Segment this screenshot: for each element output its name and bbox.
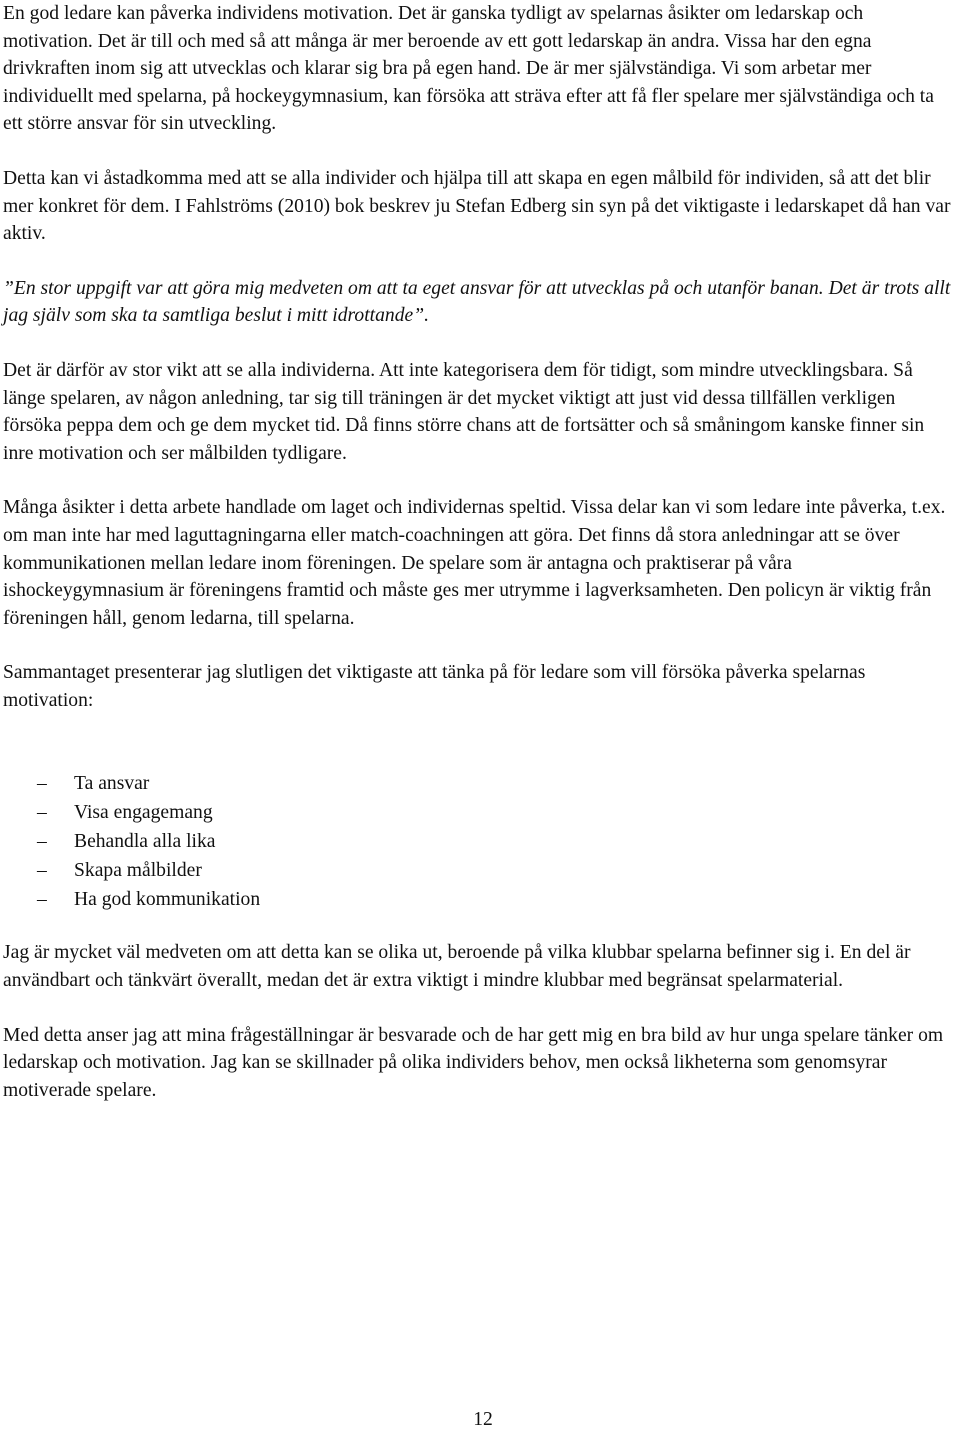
list-item xyxy=(3,798,953,827)
paragraph-sammantaget: Sammantaget presenterar jag slutligen det viktigaste att tänka på för ledare som vill försöka påverka spelarnas motivation: xyxy=(3,662,866,711)
list-item-text: Ta ansvar xyxy=(74,773,150,795)
paragraph-malbild: Detta kan vi åstadkomma med att se alla individer och hjälpa till att skapa en egen målbild för individen, så att det blir mer konkret för dem. I Fahlströms (2010) bok beskrev ju Stefan Edberg sin syn på det viktigaste i ledarskapet då han var aktiv. xyxy=(3,167,951,245)
dash-marker: – xyxy=(37,889,47,911)
list-item-text: Ha god kommunikation xyxy=(74,889,261,911)
quote-edberg: ”En stor uppgift var att göra mig medveten om att ta eget ansvar för att utvecklas på och utanför banan. Det är trots allt jag själv som ska ta samtliga beslut i mitt idrottande”. xyxy=(3,277,951,327)
list-item xyxy=(3,827,953,856)
paragraph-klubbar: Jag är mycket väl medveten om att detta kan se olika ut, beroende på vilka klubbar spelarna befinner sig i. En del är användbart och tänkvärt överallt, medan det är extra viktigt i mindre klubbar med begränsat spelarmaterial. xyxy=(3,942,911,992)
list-item-text: Visa engagemang xyxy=(74,802,213,824)
list-item xyxy=(3,856,953,885)
list-item xyxy=(3,885,953,914)
paragraph-speltid: Många åsikter i detta arbete handlade om laget och individernas speltid. Vissa delar kan vi som ledare inte påverka, t.ex. om man inte har med laguttagningarna eller match-coachningen att göra. Det finns då stora anledningar att se över kommunikationen mellan ledare inom föreningen. De spelare som är antagna och praktiserar på våra ishockeygymnasium är föreningens framtid och måste ges mer utrymme i lagverksamheten. Den policyn är viktig från föreningen håll, genom ledarna, till spelarna. xyxy=(3,497,946,629)
paragraph-slutsats: Med detta anser jag att mina frågeställningar är besvarade och de har gett mig en bra bild av hur unga spelare tänker om ledarskap och motivation. Jag kan se skillnader på olika individers behov, men också likheterna som genomsyrar motiverade spelare. xyxy=(3,1024,944,1101)
dash-marker: – xyxy=(37,802,47,824)
document-page xyxy=(3,0,953,1104)
page-number: 12 xyxy=(473,1409,493,1430)
list-item-text: Behandla alla lika xyxy=(74,831,216,853)
list-item xyxy=(3,769,953,798)
key-points-list xyxy=(3,769,953,914)
paragraph-motivation: En god ledare kan påverka individens motivation. Det är ganska tydligt av spelarnas åsikter om ledarskap och motivation. Det är till och med så att många är mer beroende av ett gott ledarskap än andra. Vissa har den egna drivkraften inom sig att utvecklas och klarar sig bra på egen hand. De är mer självständiga. Vi som arbetar mer individuellt med spelarna, på hockeygymnasium, kan försöka att sträva efter att få fler spelare mer självständiga och ta ett större ansvar för sin utveckling. xyxy=(3,3,934,135)
dash-marker: – xyxy=(37,831,47,853)
list-item-text: Skapa målbilder xyxy=(74,860,202,882)
dash-marker: – xyxy=(37,860,47,882)
dash-marker: – xyxy=(37,773,47,795)
paragraph-individer: Det är därför av stor vikt att se alla individerna. Att inte kategorisera dem för tidigt, som mindre utvecklingsbara. Så länge spelaren, av någon anledning, tar sig till träningen är det mycket viktigt att just vid dessa tillfällen verkligen försöka peppa dem och ge dem mycket tid. Då finns större chans att de fortsätter och så småningom kanske finner sin inre motivation och ser målbilden tydligare. xyxy=(3,359,925,464)
